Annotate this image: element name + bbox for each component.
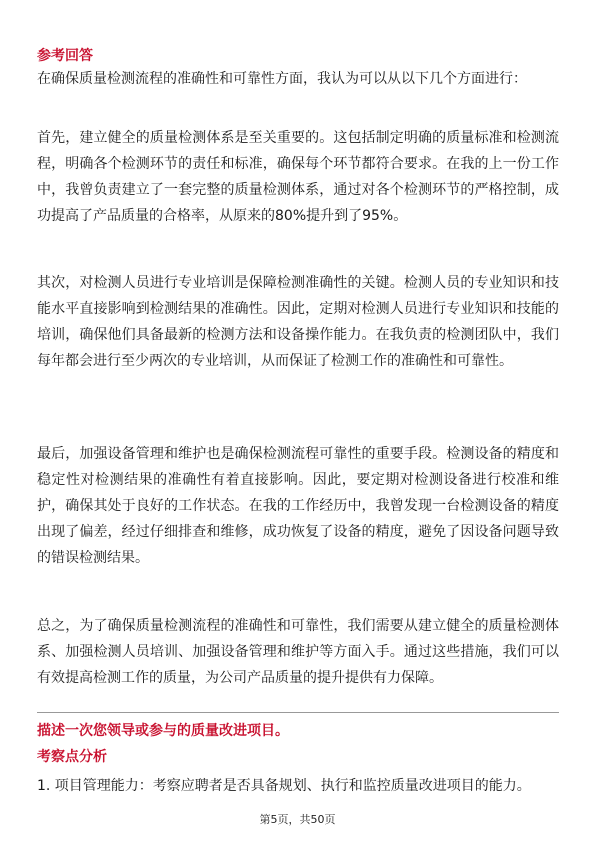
reference-answer-heading: 参考回答 bbox=[37, 48, 93, 64]
intro-paragraph: 在确保质量检测流程的准确性和可靠性方面，我认为可以从以下几个方面进行： bbox=[37, 71, 527, 87]
analysis-heading: 考察点分析 bbox=[37, 749, 107, 765]
question-heading: 描述一次您领导或参与的质量改进项目。 bbox=[37, 723, 289, 739]
paragraph-first: 首先，建立健全的质量检测体系是至关重要的。这包括制定明确的质量标准和检测流程，明确各个检测环节的责任和标准，确保每个环节都符合要求。在我的上一份工作中，我曾负责建立了一套完整的质量检测体系，通过对各个检测环节的严格控制，成功提高了产品质量的合格率，从原来的80%提升到了95%。 bbox=[37, 130, 559, 224]
page-number-footer: 第5页，共50页 bbox=[259, 813, 336, 826]
section-divider bbox=[37, 712, 559, 713]
paragraph-third: 最后，加强设备管理和维护也是确保检测流程可靠性的重要手段。检测设备的精度和稳定性对检测结果的准确性有着直接影响。因此，要定期对检测设备进行校准和维护，确保其处于良好的工作状态。在我的工作经历中，我曾发现一台检测设备的精度出现了偏差，经过仔细排查和维修，成功恢复了设备的精度，避免了因设备问题导致的错误检测结果。 bbox=[37, 446, 559, 566]
paragraph-summary: 总之，为了确保质量检测流程的准确性和可靠性，我们需要从建立健全的质量检测体系、加强检测人员培训、加强设备管理和维护等方面入手。通过这些措施，我们可以有效提高检测工作的质量，为公司产品质量的提升提供有力保障。 bbox=[37, 618, 559, 686]
analysis-item-1: 1. 项目管理能力：考察应聘者是否具备规划、执行和监控质量改进项目的能力。 bbox=[37, 778, 531, 794]
paragraph-second: 其次，对检测人员进行专业培训是保障检测准确性的关键。检测人员的专业知识和技能水平直接影响到检测结果的准确性。因此，定期对检测人员进行专业知识和技能的培训，确保他们具备最新的检测方法和设备操作能力。在我负责的检测团队中，我们每年都会进行至少两次的专业培训，从而保证了检测工作的准确性和可靠性。 bbox=[37, 275, 559, 369]
